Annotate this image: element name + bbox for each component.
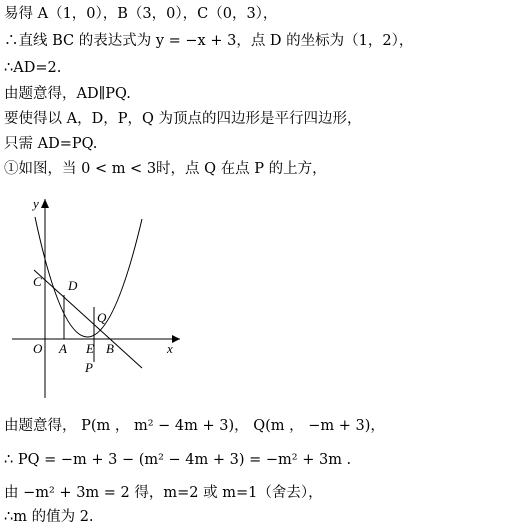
label-d: D	[68, 278, 78, 293]
text-line-4: 由题意得，AD∥PQ.	[4, 86, 131, 102]
text-line-6: 只需 AD=PQ.	[4, 136, 98, 152]
text-line-2: ∴直线 BC 的表达式为 y = −x + 3，点 D 的坐标为（1，2），	[4, 33, 414, 49]
label-q: Q	[97, 310, 107, 325]
text-line-9: ∴ PQ = −m + 3 − (m² − 4m + 3) = −m² + 3m .	[4, 452, 352, 468]
y-axis-arrow	[41, 199, 49, 208]
x-axis-arrow	[172, 335, 180, 343]
label-p: P	[85, 360, 93, 375]
text-line-3: ∴AD=2.	[4, 60, 62, 76]
label-a: A	[59, 341, 67, 356]
text-line-1: 易得 A（1，0），B（3，0），C（0，3），	[4, 6, 278, 22]
label-c: C	[33, 274, 42, 289]
text-line-7: ①如图，当 0 < m < 3时，点 Q 在点 P 的上方，	[4, 161, 327, 177]
label-e: E	[86, 341, 94, 356]
label-y: y	[33, 196, 39, 211]
text-line-11: ∴m 的值为 2.	[4, 509, 94, 525]
text-line-10: 由 −m² + 3m = 2 得，m=2 或 m=1（舍去），	[4, 485, 323, 501]
text-line-5: 要使得以 A，D，P，Q 为顶点的四边形是平行四边形，	[4, 111, 362, 127]
text-line-8: 由题意得， P(m ， m² − 4m + 3)， Q(m ， −m + 3)，	[4, 418, 385, 434]
label-x: x	[167, 341, 173, 356]
label-o: O	[33, 341, 43, 356]
label-b: B	[106, 341, 114, 356]
